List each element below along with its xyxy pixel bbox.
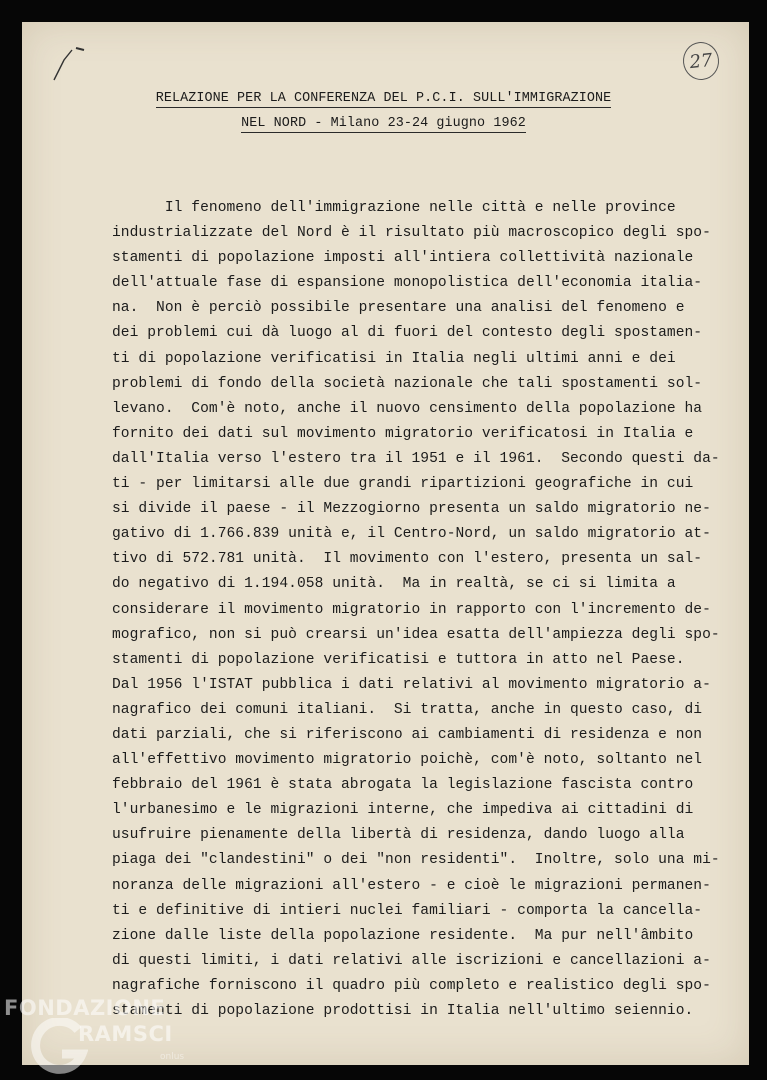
body-line: stamenti di popolazione verificatisi e tuttora in atto nel Paese. xyxy=(112,651,685,668)
body-line: dati parziali, che si riferiscono ai cambiamenti di residenza e non xyxy=(112,726,703,743)
pencil-mark xyxy=(52,44,88,84)
watermark-onlus: onlus xyxy=(160,1052,185,1062)
body-line: mografico, non si può crearsi un'idea esatta dell'ampiezza degli spo- xyxy=(112,626,720,643)
body-line: stamenti di popolazione prodottisi in Italia nell'ultimo seiennio. xyxy=(112,1003,694,1019)
body-line: si divide il paese - il Mezzogiorno presenta un saldo migratorio ne- xyxy=(112,501,711,518)
body-line: fornito dei dati sul movimento migratorio verificatosi in Italia e xyxy=(112,425,694,442)
body-line: Il fenomeno dell'immigrazione nelle città e nelle province xyxy=(112,200,676,216)
body-line: nagrafiche forniscono il quadro più completo e realistico degli spo- xyxy=(112,977,711,994)
body-line: ti e definitive di intieri nuclei familiari - comporta la cancella- xyxy=(112,902,703,919)
body-line: ti - per limitarsi alle due grandi ripartizioni geografiche in cui xyxy=(112,476,694,493)
document-title-line-2: NEL NORD - Milano 23-24 giugno 1962 xyxy=(241,116,526,131)
body-line: problemi di fondo della società nazionale che tali spostamenti sol- xyxy=(112,375,703,392)
fondazione-gramsci-watermark xyxy=(4,996,204,1076)
body-paragraph xyxy=(112,196,722,1024)
document-title-line-1: RELAZIONE PER LA CONFERENZA DEL P.C.I. SULL'IMMIGRAZIONE xyxy=(155,91,612,106)
body-line: industrializzate del Nord è il risultato più macroscopico degli spo- xyxy=(112,225,711,242)
body-line: noranza delle migrazioni all'estero - e cioè le migrazioni permanen- xyxy=(112,877,711,894)
watermark-line-1: FONDAZIONE xyxy=(4,996,166,1020)
body-line: levano. Com'è noto, anche il nuovo censimento della popolazione ha xyxy=(112,400,703,417)
body-line: gativo di 1.766.839 unità e, il Centro-Nord, un saldo migratorio at- xyxy=(112,526,711,543)
body-line: febbraio del 1961 è stata abrogata la legislazione fascista contro xyxy=(112,777,694,794)
body-line: ti di popolazione verificatisi in Italia negli ultimi anni e dei xyxy=(112,350,676,367)
body-line: na. Non è perciò possibile presentare una analisi del fenomeno e xyxy=(112,300,685,317)
body-line: stamenti di popolazione imposti all'intiera collettività nazionale xyxy=(112,250,694,267)
body-line: do negativo di 1.194.058 unità. Ma in realtà, se ci si limita a xyxy=(112,576,676,593)
body-line: piaga dei "clandestini" o dei "non residenti". Inoltre, solo una mi- xyxy=(112,852,720,869)
body-line: dall'Italia verso l'estero tra il 1951 e il 1961. Secondo questi da- xyxy=(112,450,720,467)
body-line: nagrafico dei comuni italiani. Si tratta, anche in questo caso, di xyxy=(112,701,703,718)
body-line: zione dalle liste della popolazione residente. Ma pur nell'âmbito xyxy=(112,927,694,944)
watermark-line-2: RAMSCI xyxy=(78,1022,173,1046)
page-number: 27 xyxy=(681,40,721,82)
body-line: tivo di 572.781 unità. Il movimento con l'estero, presenta un sal- xyxy=(112,551,703,568)
body-line: considerare il movimento migratorio in rapporto con l'incremento de- xyxy=(112,601,711,618)
body-line: dei problemi cui dà luogo al di fuori del contesto degli spostamen- xyxy=(112,325,703,342)
body-line: dell'attuale fase di espansione monopolistica dell'economia italia- xyxy=(112,275,703,292)
body-line: all'effettivo movimento migratorio poichè, com'è noto, soltanto nel xyxy=(112,752,703,769)
body-line: l'urbanesimo e le migrazioni interne, che impediva ai cittadini di xyxy=(112,802,694,819)
body-line: di questi limiti, i dati relativi alle iscrizioni e cancellazioni a- xyxy=(112,952,711,969)
body-line: usufruire pienamente della libertà di residenza, dando luogo alla xyxy=(112,827,685,844)
body-line: Dal 1956 l'ISTAT pubblica i dati relativi al movimento migratorio a- xyxy=(112,676,711,693)
